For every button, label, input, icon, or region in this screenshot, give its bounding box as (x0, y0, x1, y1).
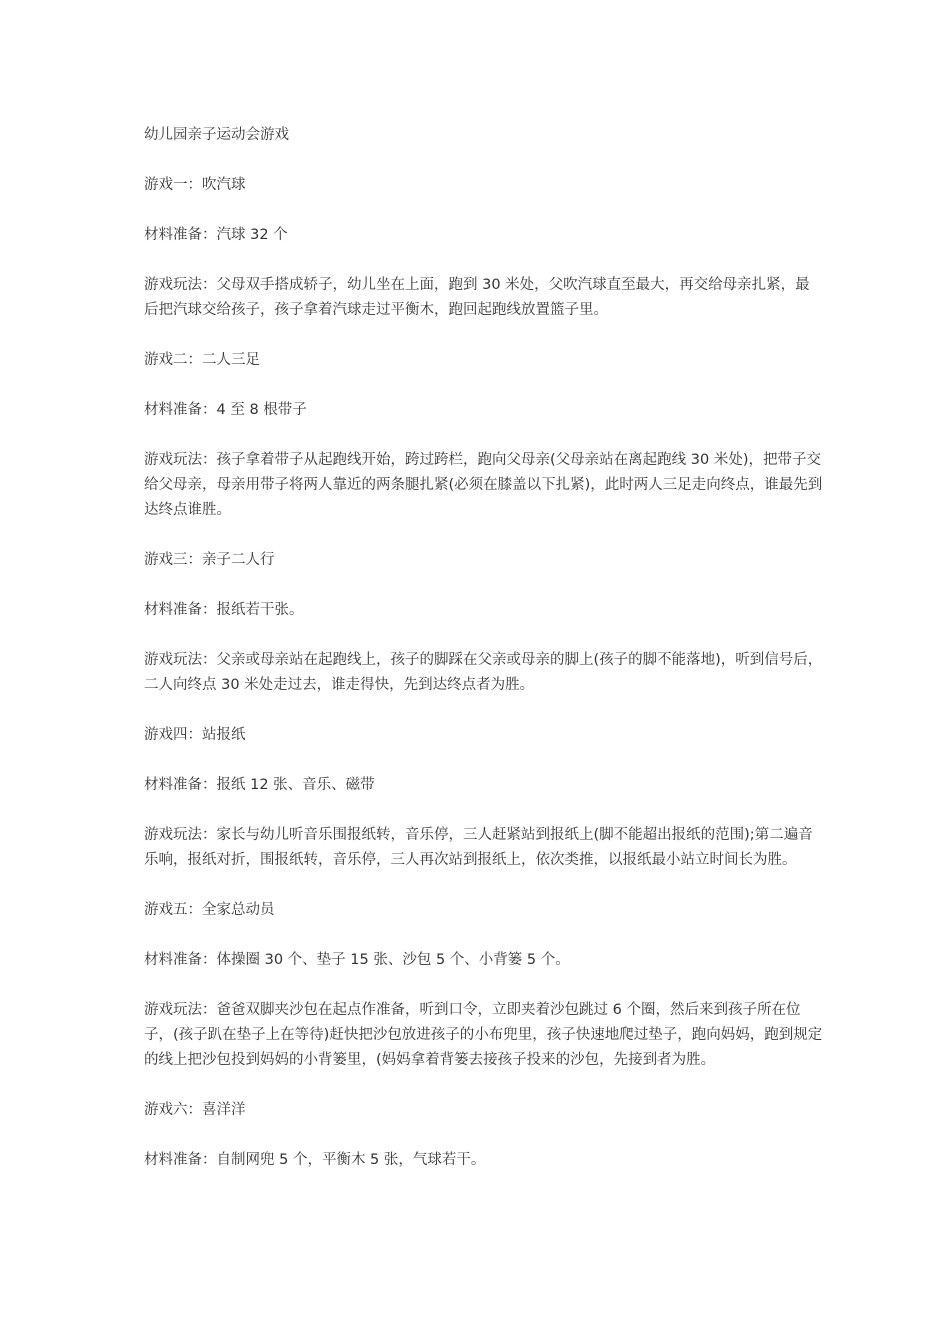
document-title: 幼儿园亲子运动会游戏 (144, 127, 289, 143)
game-5-materials: 材料准备：体操圈 30 个、垫子 15 张、沙包 5 个、小背篓 5 个。 (144, 952, 570, 968)
game-1-rules: 游戏玩法：父母双手搭成轿子，幼儿坐在上面，跑到 30 米处，父吹汽球直至最大，再交给母亲扎紧，最后把汽球交给孩子，孩子拿着汽球走过平衡木，跑回起跑线放置篮子里。 (144, 277, 810, 318)
game-5-rules: 游戏玩法：爸爸双脚夹沙包在起点作准备，听到口令，立即夹着沙包跳过 6 个圈，然后来到孩子所在位子，(孩子趴在垫子上在等待)赶快把沙包放进孩子的小布兜里，孩子快速地爬过垫子，跑向妈妈，跑到规定的线上把沙包投到妈妈的小背篓里，(妈妈拿着背篓去接孩子投来的沙包，先接到者为胜。 (144, 1002, 823, 1068)
game-4-title: 游戏四：站报纸 (144, 727, 246, 743)
game-6-title: 游戏六：喜洋洋 (144, 1102, 246, 1118)
game-1-title: 游戏一：吹汽球 (144, 177, 246, 193)
game-2-title: 游戏二：二人三足 (144, 352, 260, 368)
game-3-materials: 材料准备：报纸若干张。 (144, 602, 304, 618)
game-3-title: 游戏三：亲子二人行 (144, 552, 275, 568)
game-2-rules: 游戏玩法：孩子拿着带子从起跑线开始，跨过跨栏，跑向父母亲(父母亲站在离起跑线 30 米处)，把带子交给父母亲，母亲用带子将两人靠近的两条腿扎紧(必须在膝盖以下扎紧)，此时两人三足走向终点，谁最先到达终点谁胜。 (144, 452, 823, 518)
game-4-rules: 游戏玩法：家长与幼儿听音乐围报纸转，音乐停，三人赶紧站到报纸上(脚不能超出报纸的范围);第二遍音乐响，报纸对折，围报纸转，音乐停，三人再次站到报纸上，依次类推，以报纸最小站立时间长为胜。 (144, 827, 813, 868)
document-page (144, 123, 824, 1198)
game-3-rules: 游戏玩法：父亲或母亲站在起跑线上，孩子的脚踩在父亲或母亲的脚上(孩子的脚不能落地)，听到信号后，二人向终点 30 米处走过去，谁走得快，先到达终点者为胜。 (144, 652, 823, 693)
game-4-materials: 材料准备：报纸 12 张、音乐、磁带 (144, 777, 375, 793)
game-1-materials: 材料准备：汽球 32 个 (144, 227, 288, 243)
game-6-materials: 材料准备：自制网兜 5 个，平衡木 5 张，气球若干。 (144, 1152, 486, 1168)
game-2-materials: 材料准备：4 至 8 根带子 (144, 402, 307, 418)
game-5-title: 游戏五：全家总动员 (144, 902, 275, 918)
